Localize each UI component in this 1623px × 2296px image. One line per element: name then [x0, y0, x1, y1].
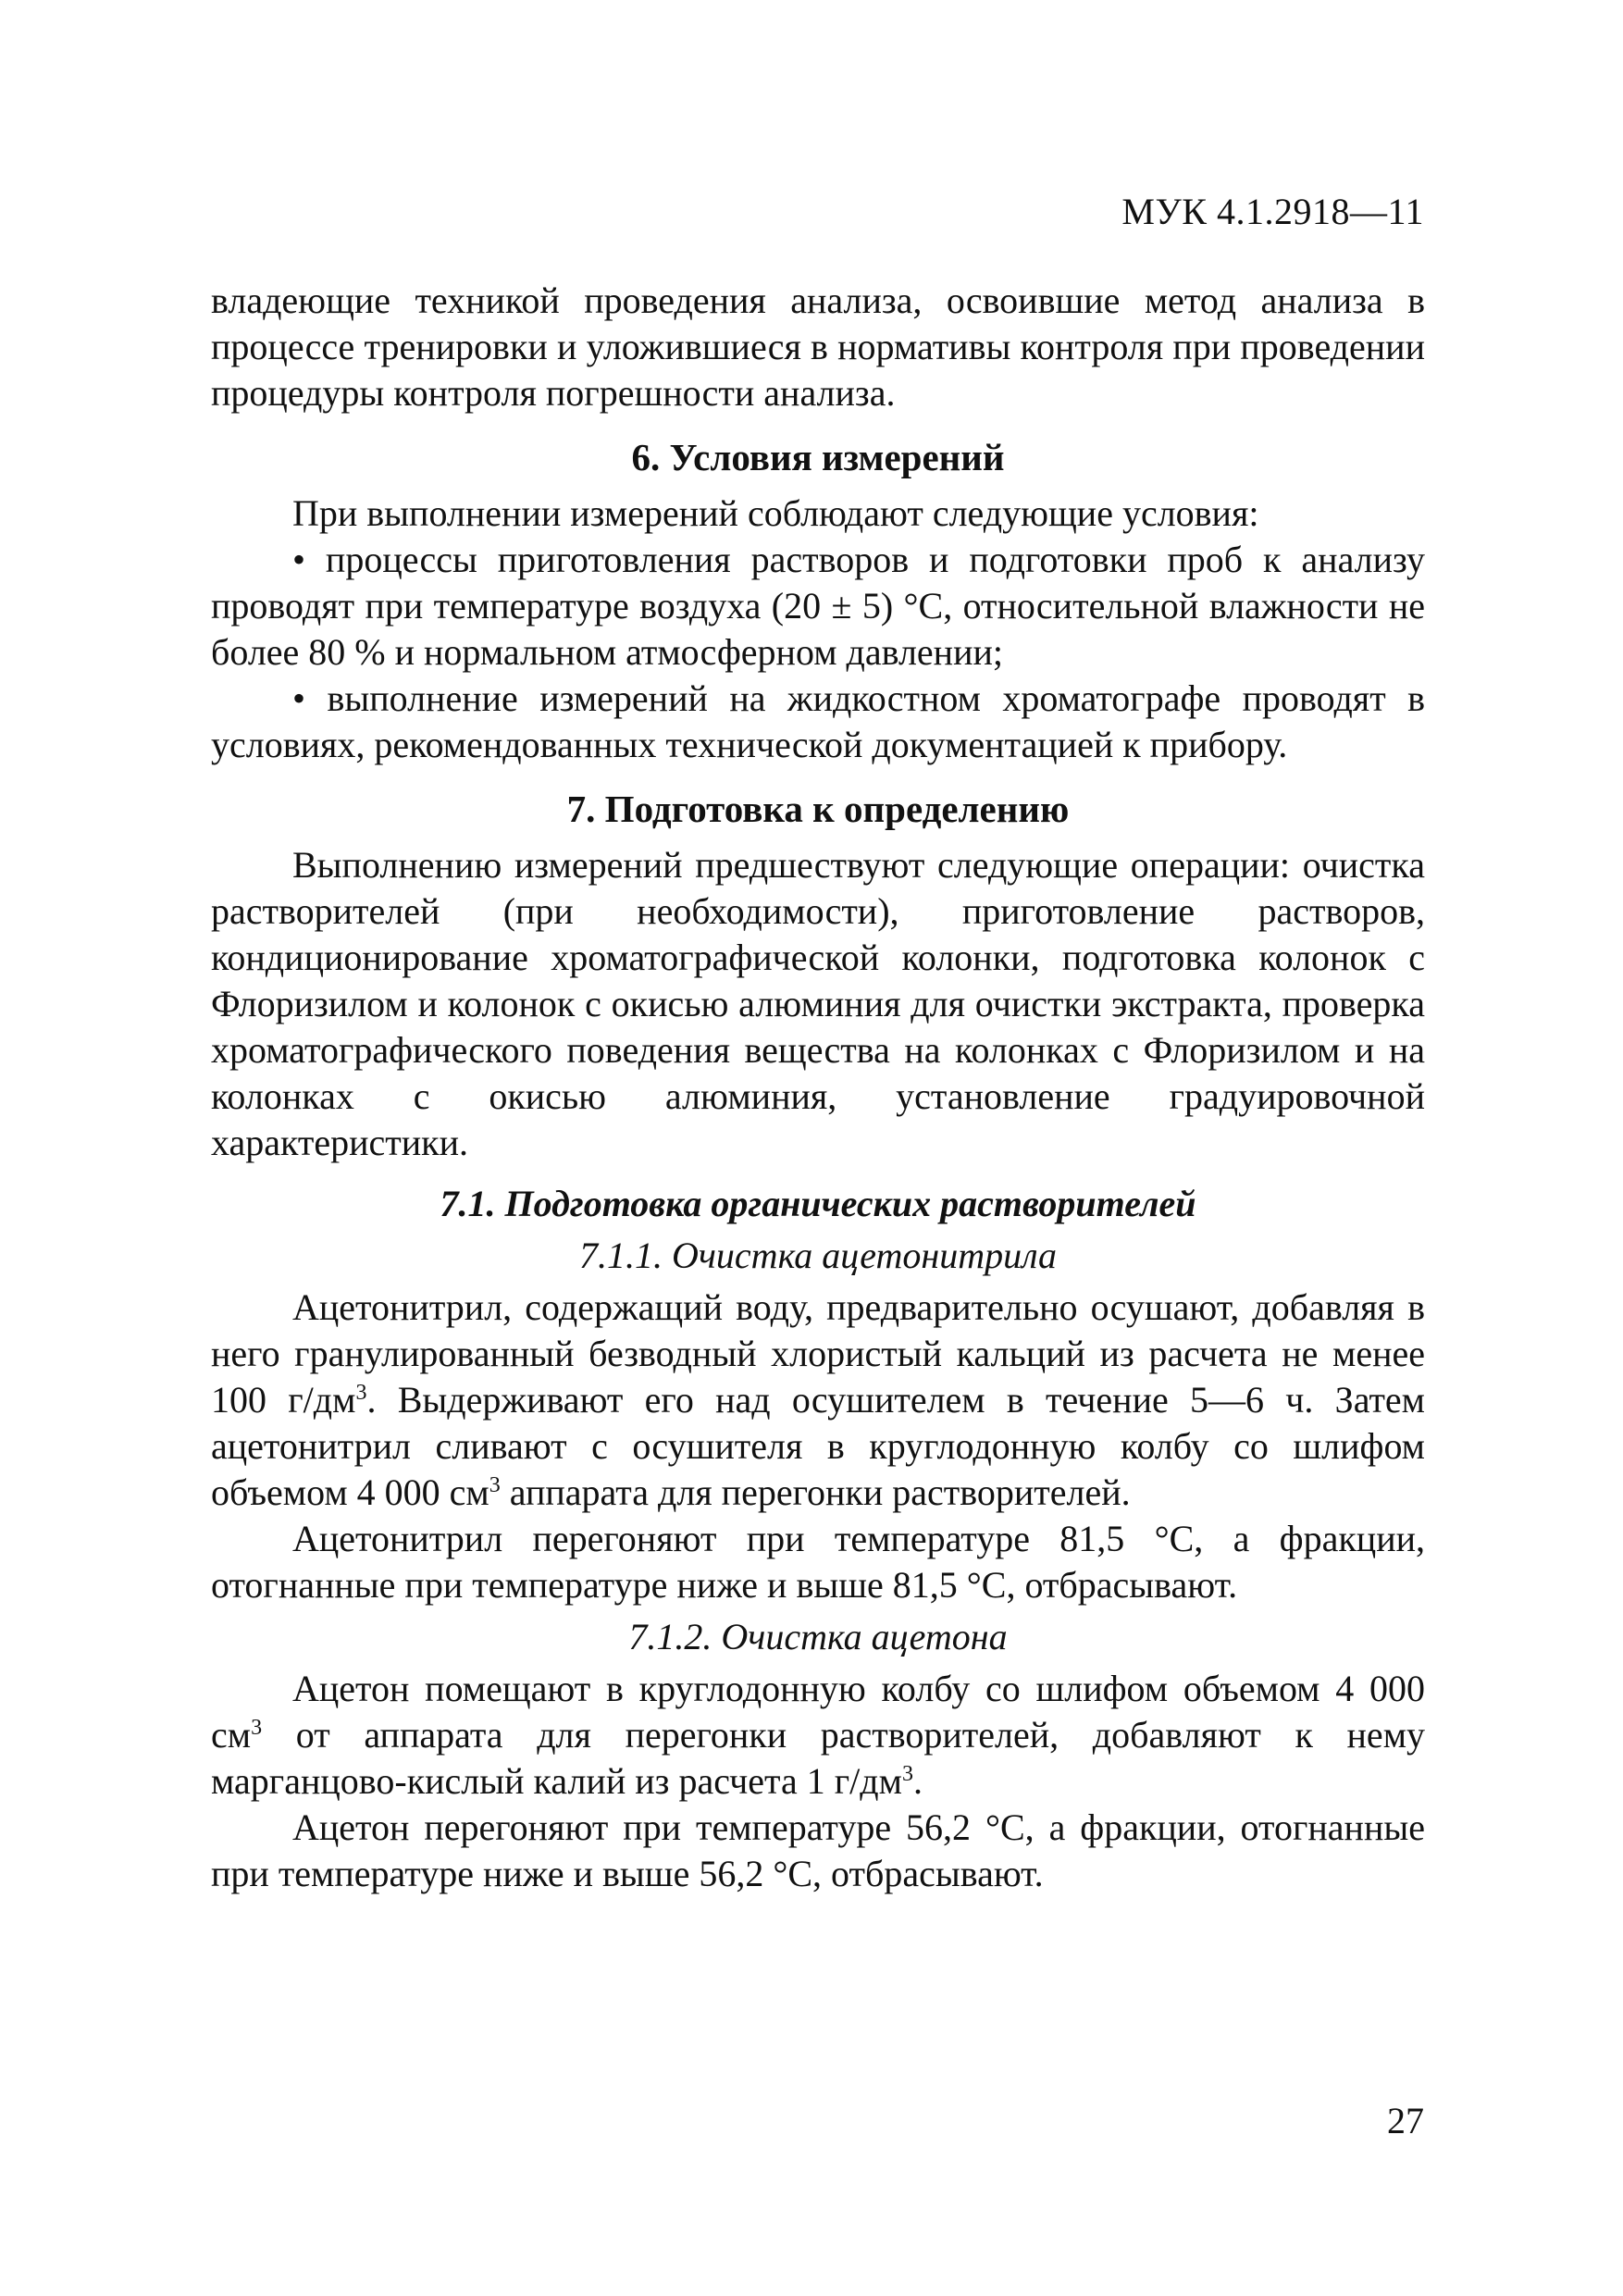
section-6-bullet: • процессы приготовления растворов и подготовки проб к анализу проводят при температуре воздуха (20 ± 5) °С, относительной влажности не более 80 % и нормальном атмосферном давлении;	[211, 539, 1425, 673]
section-7-1-1-paragraph-1	[211, 1285, 1425, 1516]
section-7-1-1-paragraph-2: Ацетонитрил перегоняют при температуре 81,5 °С, а фракции, отогнанные при температуре ниже и выше 81,5 °С, отбрасывают.	[211, 1518, 1425, 1606]
text-run: от аппарата для перегонки растворителей, добавляют к нему марганцово-кислый калий из расчета 1 г/дм	[211, 1714, 1425, 1802]
section-7-1-2-heading: 7.1.2. Очистка ацетона	[628, 1616, 1008, 1657]
intro-paragraph: владеющие техникой проведения анализа, освоившие метод анализа в процессе тренировки и уложившиеся в нормативы контроля при проведении процедуры контроля погрешности анализа.	[211, 279, 1425, 414]
superscript: 3	[489, 1473, 501, 1497]
section-7-1-2-paragraph-1	[211, 1666, 1425, 1805]
text-run: . Выдерживают его над осушителем в течение 5—6 ч. Затем ацетонитрил сливают с осушителя в круглодонную колбу со шлифом объемом 4 000 см	[211, 1379, 1425, 1513]
text-run: Ацетон помещают в круглодонную колбу со шлифом объемом 4 000 см	[211, 1668, 1425, 1756]
superscript: 3	[901, 1762, 913, 1786]
section-7-paragraph: Выполнению измерений предшествуют следующие операции: очистка растворителей (при необходимости), приготовление растворов, кондиционирование хроматографической колонки, подготовка колонок с Флоризилом и колонок с окисью алюминия для очистки экстракта, проверка хроматографического поведения вещества на колонках с Флоризилом и на колонках с окисью алюминия, установление градуировочной характеристики.	[211, 844, 1425, 1163]
text-run: .	[912, 1760, 923, 1802]
section-7-1-2-paragraph-2: Ацетон перегоняют при температуре 56,2 °С, а фракции, отогнанные при температуре ниже и выше 56,2 °С, отбрасывают.	[211, 1806, 1425, 1894]
section-6-lead: При выполнении измерений соблюдают следующие условия:	[292, 492, 1259, 534]
text-run: аппарата для перегонки растворителей.	[500, 1471, 1131, 1513]
section-7-1-1-heading: 7.1.1. Очистка ацетонитрила	[578, 1235, 1058, 1276]
page-number: 27	[1387, 2100, 1424, 2141]
text-run: Ацетонитрил, содержащий воду, предварительно осушают, добавляя в него гранулированный безводный хлористый кальций из расчета не менее 100 г/дм	[211, 1286, 1425, 1421]
document-code-header: МУК 4.1.2918—11	[1121, 191, 1424, 232]
section-7-heading: 7. Подготовка к определению	[566, 788, 1070, 830]
section-6-heading: 6. Условия измерений	[631, 436, 1005, 478]
superscript: 3	[355, 1381, 367, 1405]
document-body	[211, 278, 1425, 1897]
section-7-1-heading: 7.1. Подготовка органических растворителей	[440, 1183, 1196, 1224]
section-6-bullet: • выполнение измерений на жидкостном хроматографе проводят в условиях, рекомендованных технической документацией к прибору.	[211, 677, 1425, 765]
superscript: 3	[251, 1716, 263, 1740]
